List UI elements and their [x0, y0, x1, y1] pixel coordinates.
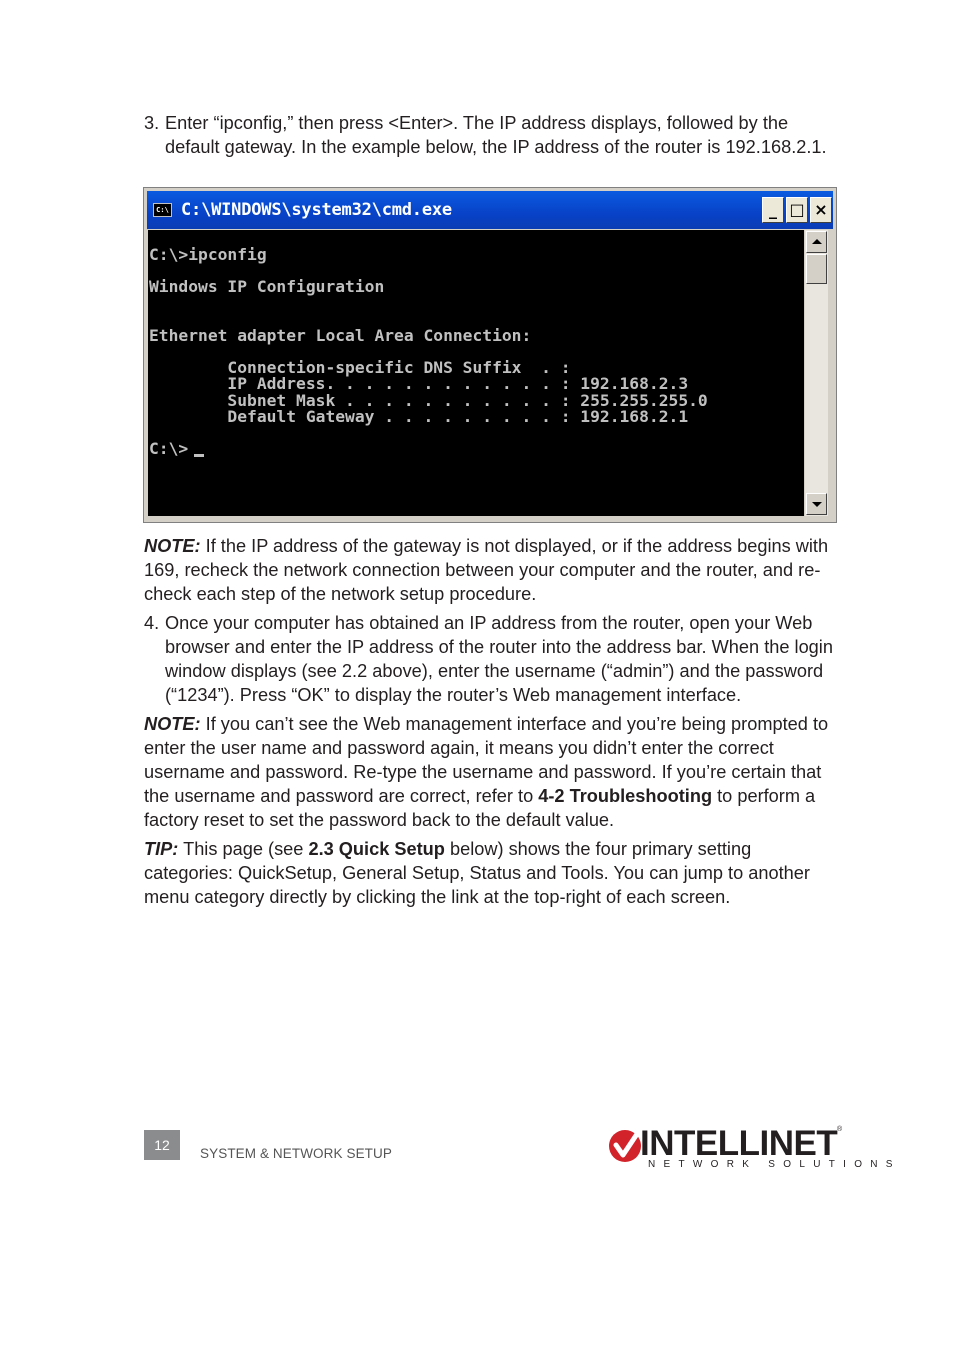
- maximize-button[interactable]: [786, 197, 808, 223]
- troubleshooting-reference: 4-2 Troubleshooting: [538, 786, 713, 806]
- step-number: 4.: [144, 613, 160, 633]
- note-text: If the IP address of the gateway is not displayed, or if the address begins with 169, recheck the network connection between your computer and the router, and re-check each step of the network setup procedure.: [144, 536, 829, 604]
- quick-setup-reference: 2.3 Quick Setup: [308, 839, 445, 859]
- step-4: [144, 611, 844, 707]
- console-line: C:\>ipconfig: [149, 245, 267, 264]
- step-text: Once your computer has obtained an IP address from the router, open your Web browser and enter the IP address of the router into the address bar. When the login window displays (see 2.2 above), enter the username (“admin”) and the password (“1234”). Press “OK” to display the router’s Web management interface.: [165, 613, 833, 705]
- cmd-title: C:\WINDOWS\system32\cmd.exe: [181, 200, 452, 220]
- console-line: IP Address. . . . . . . . . . . . : 192.168.2.3: [149, 374, 689, 393]
- note-text-end: to perform a factory reset to set the password back to the default value.: [144, 786, 816, 830]
- arrow-up-icon: [812, 239, 822, 244]
- intellinet-logo: [608, 1124, 901, 1174]
- scroll-up-button[interactable]: [806, 231, 827, 253]
- logo-wordmark: INTELLINET: [640, 1124, 838, 1163]
- logo-tagline: NETWORK SOLUTIONS: [648, 1159, 901, 1170]
- console-line: Default Gateway . . . . . . . . . : 192.168.2.1: [149, 407, 689, 426]
- console-line: Subnet Mask . . . . . . . . . . . : 255.255.255.0: [149, 391, 708, 410]
- minimize-icon: _: [769, 200, 777, 219]
- console-prompt: C:\>: [149, 439, 189, 458]
- tip: [144, 837, 844, 909]
- close-button[interactable]: [810, 197, 832, 223]
- tip-label: TIP:: [144, 839, 179, 859]
- scroll-thumb[interactable]: [806, 254, 827, 284]
- vertical-scrollbar[interactable]: [805, 230, 828, 516]
- step-3: [144, 111, 844, 183]
- step-text: Enter “ipconfig,” then press <Enter>. The IP address displays, followed by the default gateway. In the example below, the IP address of the router is 192.168.2.1.: [165, 113, 827, 157]
- footer-section-title: SYSTEM & NETWORK SETUP: [200, 1146, 392, 1161]
- page-number: 12: [144, 1130, 180, 1160]
- registered-mark: ®: [837, 1126, 843, 1133]
- note-label: NOTE:: [144, 714, 201, 734]
- cmd-icon: C:\: [153, 203, 172, 217]
- step-number: 3.: [144, 113, 160, 133]
- console-line: Connection-specific DNS Suffix . :: [149, 358, 571, 377]
- scroll-down-button[interactable]: [806, 493, 827, 515]
- note-label: NOTE:: [144, 536, 201, 556]
- close-icon: ×: [814, 200, 828, 219]
- tip-text-end: below) shows the four primary setting categories: QuickSetup, General Setup, Status and Tools. You can jump to another menu category directly by clicking the link at the top-right of each screen.: [144, 839, 810, 907]
- note-gateway: [144, 534, 844, 606]
- arrow-down-icon: [812, 502, 822, 507]
- cmd-titlebar: [147, 191, 833, 229]
- checkmark-logo-icon: [608, 1126, 644, 1166]
- note-login: [144, 712, 844, 832]
- note-text: If you can’t see the Web management interface and you’re being prompted to enter the user name and password again, it means you didn’t enter the correct username and password. Re-type the username and password. If you’re certain that the username and password are correct, refer to: [144, 714, 829, 806]
- tip-text: This page (see: [178, 839, 309, 859]
- cmd-console[interactable]: [148, 230, 804, 516]
- maximize-icon: □: [789, 200, 805, 219]
- console-line: Ethernet adapter Local Area Connection:: [149, 326, 532, 345]
- console-line: Windows IP Configuration: [149, 277, 385, 296]
- minimize-button[interactable]: [762, 197, 784, 223]
- cmd-window: [143, 187, 837, 523]
- console-cursor: [194, 454, 204, 457]
